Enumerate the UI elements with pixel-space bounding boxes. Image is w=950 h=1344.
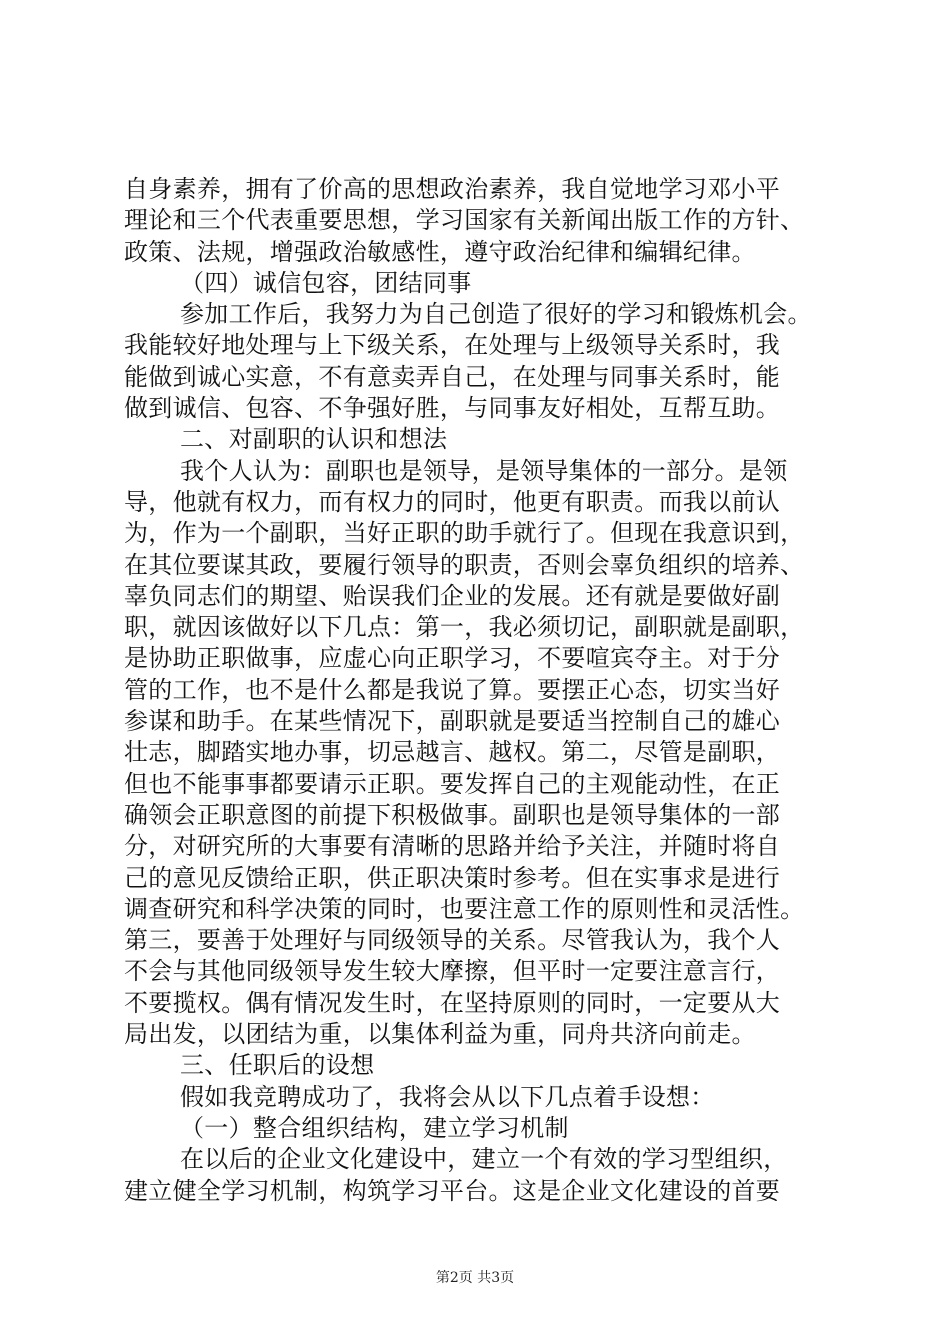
text-line: 管的工作，也不是什么都是我说了算。要摆正心态，切实当好 [124,675,781,704]
text-line: 辜负同志们的期望、贻误我们企业的发展。还有就是要做好副 [124,581,781,610]
body-text [124,174,834,1207]
text-line: 政策、法规，增强政治敏感性，遵守政治纪律和编辑纪律。 [124,237,756,266]
text-line: 为，作为一个副职，当好正职的助手就行了。但现在我意识到， [124,519,805,548]
text-line: 分，对研究所的大事要有清晰的思路并给予关注，并随时将自 [124,832,781,861]
page-footer: 第2页 共3页 [435,1270,515,1286]
text-line: 自身素养，拥有了价高的思想政治素养，我自觉地学习邓小平 [124,175,781,203]
text-line: 己的意见反馈给正职，供正职决策时参考。但在实事求是进行 [124,863,781,892]
text-line: 能做到诚心实意，不有意卖弄自己，在处理与同事关系时，能 [124,362,781,391]
text-line: 我能较好地处理与上下级关系，在处理与上级领导关系时，我 [124,331,781,360]
text-line: （一）整合组织结构，建立学习机制 [180,1113,569,1142]
text-line: 参谋和助手。在某些情况下，副职就是要适当控制自己的雄心 [124,707,781,736]
text-line: 三、任职后的设想 [180,1051,375,1080]
text-line: 第三，要善于处理好与同级领导的关系。尽管我认为，我个人 [124,926,781,955]
text-line: 不会与其他同级领导发生较大摩擦，但平时一定要注意言行， [124,957,781,986]
text-line: 导，他就有权力，而有权力的同时，他更有职责。而我以前认 [124,487,781,516]
text-line: 是协助正职做事，应虚心向正职学习，不要喧宾夺主。对于分 [124,644,781,673]
text-line: 二、对副职的认识和想法 [180,425,448,454]
text-line: 假如我竞聘成功了，我将会从以下几点着手设想： [180,1082,715,1111]
text-line: 建立健全学习机制，构筑学习平台。这是企业文化建设的首要 [124,1176,781,1205]
text-line: 不要揽权。偶有情况发生时，在坚持原则的同时，一定要从大 [124,988,781,1017]
text-line: 在其位要谋其政，要履行领导的职责，否则会辜负组织的培养、 [124,550,805,579]
text-line: 做到诚信、包容、不争强好胜，与同事友好相处，互帮互助。 [124,394,781,423]
text-line: 我个人认为：副职也是领导，是领导集体的一部分。是领 [180,456,788,485]
text-line: 但也不能事事都要请示正职。要发挥自己的主观能动性，在正 [124,769,781,798]
text-line: 职，就因该做好以下几点：第一，我必须切记，副职就是副职， [124,613,805,642]
text-line: 壮志，脚踏实地办事，切忌越言、越权。第二，尽管是副职， [124,738,781,767]
text-line: 局出发，以团结为重，以集体利益为重，同舟共济向前走。 [124,1020,756,1049]
text-line: 参加工作后，我努力为自己创造了很好的学习和锻炼机会。 [180,300,812,329]
text-line: 在以后的企业文化建设中，建立一个有效的学习型组织， [180,1145,788,1174]
text-line: （四）诚信包容，团结同事 [180,268,472,297]
text-line: 调查研究和科学决策的同时，也要注意工作的原则性和灵活性。 [124,894,805,923]
text-line: 理论和三个代表重要思想，学习国家有关新闻出版工作的方针、 [124,206,805,235]
text-line: 确领会正职意图的前提下积极做事。副职也是领导集体的一部 [124,800,781,829]
